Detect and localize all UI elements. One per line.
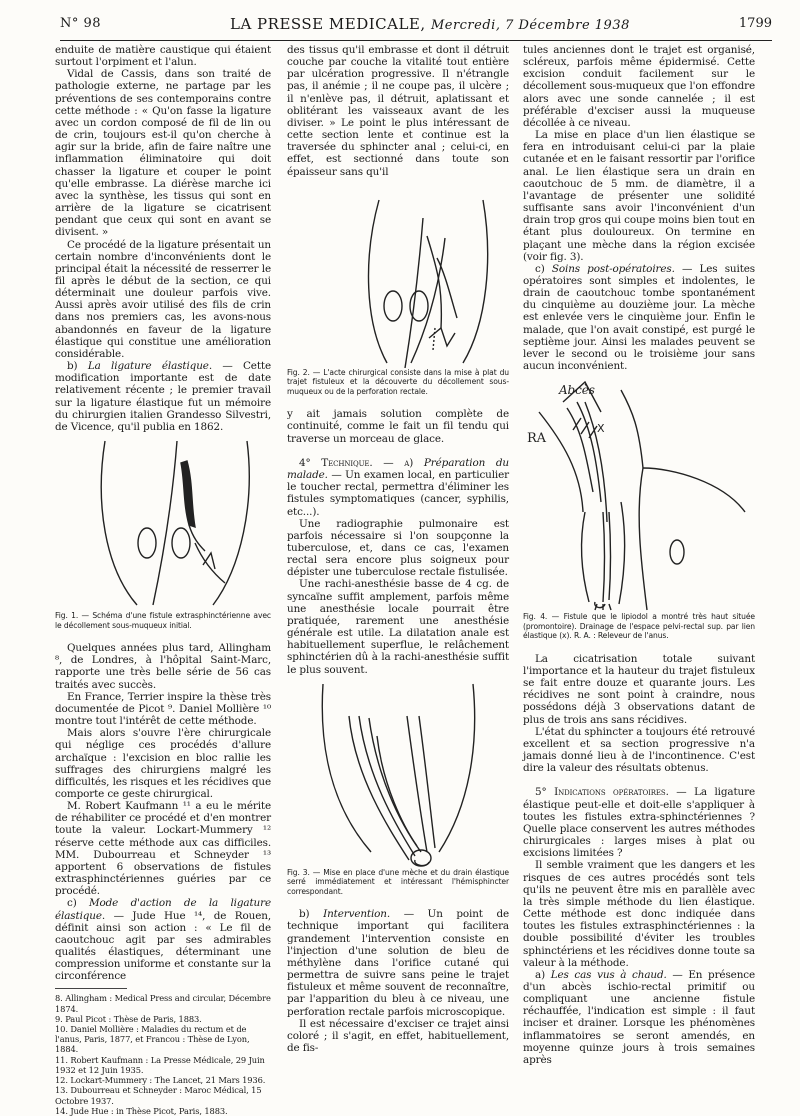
paragraph: c) Mode d'action de la ligature élastique. — Jude Hue ¹⁴, de Rouen, définit ainsi son action : « Le fil de caoutchouc agit par ses admirables qualités élastiques, déterminant une compression uniforme et constante sur la circonférence [55, 897, 271, 983]
footnote: 13. Dubourreau et Schneyder : Maroc Médical, 15 Octobre 1937. [55, 1085, 262, 1106]
section-title: Préparation du malade. [287, 456, 510, 482]
figure-1-caption: Fig. 1. — Schéma d'une fistule extrasphinctérienne avec le décollement sous-muqueux initial. [55, 611, 271, 630]
paragraph: b) La ligature élastique. — Cette modification importante est de date relativement récente ; le premier travail sur la ligature élastique fut un mémoire du chirurgien italien Grandesso Silvestri, de Vicence, qu'il publia en 1862. [55, 360, 271, 433]
journal-name: LA PRESSE MEDICALE, [230, 15, 426, 33]
paragraph: Il semble vraiment que les dangers et les risques de ces autres procédés sont tels qu'ils ne peuvent être mis en parallèle avec la très simple méthode du lien élastique. Cette méthode est donc indiquée dans toutes les fistules extrasphinctériennes : la double possibilité d'éviter les troubles sphinctériens et les récidives donne toute sa valeur à la méthode. [523, 859, 755, 969]
column-3 [523, 44, 755, 1066]
footnote-rule [55, 988, 127, 989]
section-title: La ligature élastique. [87, 360, 212, 373]
paragraph: M. Robert Kaufmann ¹¹ a eu le mérite de réhabiliter ce procédé et d'en montrer toute la valeur. Lockart-Mummery ¹² réserve cette méthode aux cas difficiles. MM. Dubourreau et Schneyder ¹³ apportent 6 observations de fistules extrasphinctériennes guéries par ce procédé. [55, 800, 271, 898]
paragraph: Mais alors s'ouvre l'ère chirurgicale qui néglige ces procédés d'allure archaïque : l'excision en bloc rallie les suffrages des chirurgiens malgré les difficultés, les risques et les récidives que comporte ce geste chirurgical. [55, 727, 271, 800]
footnote: 14. Jude Hue : in Thèse Picot, Paris, 1883. [55, 1105, 228, 1116]
issue-number: N° 98 [60, 16, 102, 31]
paragraph: a) Les cas vus à chaud. — En présence d'un abcès ischio-rectal primitif ou compliquant une ancienne fistule réchauffée, l'indication est simple : il faut inciser et drainer. Lorsque les phénomènes inflammatoires se seront amendés, en moyenne quinze jours à trois semaines après [523, 968, 755, 1066]
figure-2-illustration [287, 178, 509, 368]
paragraph: L'état du sphincter a toujours été retrouvé excellent et sa section progressive n'a jamais donné lieu à de l'incontinence. C'est dire la valeur des résultats obtenus. [523, 725, 755, 775]
figure-3-illustration [287, 676, 509, 868]
paragraph: c) Soins post-opératoires. — Les suites opératoires sont simples et indolentes, le drain de caoutchouc tombe spontanément du cinquième au douzième jour. La mèche est enlevée vers le cinquième jour. Enfin le malade, que l'on avait constipé, est purgé le septième jour. Ainsi les malades peuvent se lever le second ou le troisième jour sans aucun inconvénient. [523, 262, 756, 373]
figure-3-caption: Fig. 3. — Mise en place d'une mèche et du drain élastique serré immédiatement et intéressant l'hémisphincter correspondant. [287, 867, 509, 896]
paragraph: Une rachi-anesthésie basse de 4 cg. de syncaïne suffit amplement, parfois même une anesthésie locale pourrait être pratiquée, rarement une anesthésie générale est utile. La dilatation anale est habituellement superflue, le relâchement sphinctérien dû à la rachi-anesthésie suffit le plus souvent. [287, 578, 509, 676]
footnote: 9. Paul Picot : Thèse de Paris, 1883. [55, 1013, 202, 1024]
figure-4-illustration [523, 372, 755, 612]
section-title: Intervention. [323, 908, 391, 921]
paragraph: Quelques années plus tard, Allingham ⁸, de Londres, à l'hôpital Saint-Marc, rapporte une très belle série de 56 cas traités avec succès. [55, 642, 271, 691]
figure-4-caption: Fig. 4. — Fistule que le lipiodol a montré très haut située (promontoire). Drainage de l'espace pelvi-rectal sup. par lien élastique (x). R. A. : Releveur de l'anus. [523, 612, 755, 641]
figure-2-caption: Fig. 2. — L'acte chirurgical consiste dans la mise à plat du trajet fistuleux et la découverte du décollement sous-muqueux ou de la perforation rectale. [287, 367, 509, 396]
figure-1-illustration [55, 433, 271, 611]
paragraph: En France, Terrier inspire la thèse très documentée de Picot ⁹. Daniel Mollière ¹⁰ montre tout l'intérêt de cette méthode. [55, 690, 271, 728]
paragraph: Une radiographie pulmonaire est parfois nécessaire si l'on soupçonne la tuberculose, et, dans ce cas, l'examen rectal sera encore plus soigneux pour dépister une tuberculose rectale fistulisée. [287, 517, 509, 579]
paragraph: Il est nécessaire d'exciser ce trajet ainsi coloré ; il s'agit, en effet, habituellement, de fis- [287, 1017, 509, 1054]
page-header [60, 4, 772, 41]
paragraph: tules anciennes dont le trajet est organisé, scléreux, parfois même épidermisé. Cette excision conduit facilement sur le décollement sous-muqueux que l'on effondre alors avec une sonde cannelée ; il est préférable d'exciser aussi la muqueuse décollée à ce niveau. [523, 44, 755, 129]
paragraph: Vidal de Cassis, dans son traité de pathologie externe, ne partage par les préventions de ses contemporains contre cette méthode : « Qu'on fasse la ligature avec un cordon composé de fil de lin ou de crin, toujours est-il qu'on cherche à agir sur la bride, afin de faire naître une inflammation éliminatoire qui doit chasser la ligature et couper le point qu'elle embrasse. La diérèse marche ici avec la synthèse, les tissus qui sont en arrière de la ligature se cicatrisent pendant que ceux qui sont en avant se divisent. » [55, 68, 271, 239]
paragraph: La mise en place d'un lien élastique se fera en introduisant celui-ci par la plaie cutanée et en le faisant ressortir par l'orifice anal. Le lien élastique sera un drain en caoutchouc de 5 mm. de diamètre, il a l'avantage de présenter une solidité suffisante sans avoir l'inconvénient d'un drain trop gros qui coupe moins bien tout en étant plus douloureux. On termine en plaçant une mèche dans la région excisée (voir fig. 3). [523, 129, 755, 263]
column-2 [287, 44, 509, 1054]
footnotes [55, 993, 271, 1115]
section-title: Mode d'action de la ligature élastique. [55, 897, 271, 922]
footnote: 11. Robert Kaufmann : La Presse Médicale, 29 Juin 1932 et 12 Juin 1935. [55, 1054, 265, 1075]
paragraph: 4° Technique. — a) Préparation du malade. — Un examen local, en particulier le toucher rectal, permettra d'éliminer les fistules symptomatiques (cancer, syphilis, etc...). [287, 456, 510, 518]
figure-4-label-x: X [597, 422, 605, 436]
paragraph: y ait jamais solution complète de continuité, comme le fait un fil tendu qui traverse un morceau de glace. [287, 408, 509, 445]
footnote: 10. Daniel Mollière : Maladies du rectum et de l'anus, Paris, 1877, et Francou : Thèse de Lyon, 1884. [55, 1024, 250, 1055]
paragraph: enduite de matière caustique qui étaient surtout l'orpiment et l'alun. [55, 44, 271, 69]
figure-4-label-abces: Abcès [559, 383, 595, 398]
paragraph: 5° Indications opératoires. — La ligature élastique peut-elle et doit-elle s'appliquer à toutes les fistules extra-sphinctériennes ? Quelle place conservent les autres méthodes chirurgicales : larges mises à plat ou excisions limitées ? [523, 786, 755, 860]
figure-4-label-ra: RA [527, 431, 546, 447]
section-title: Les cas vus à chaud. [550, 968, 667, 981]
footnote: 12. Lockart-Mummery : The Lancet, 21 Mars 1936. [55, 1075, 266, 1086]
section-title: Soins post-opératoires. [551, 262, 675, 275]
paragraph: des tissus qu'il embrasse et dont il détruit couche par couche la vitalité tout entière par ulcération progressive. Il n'étrangle pas, il anémie ; il ne coupe pas, il ulcère ; il n'enlève pas, il détruit, aplatissant et oblitérant les vaisseaux avant de les diviser. » Le point le plus intéressant de cette section lente et continue est la traversée du sphincter anal ; celui-ci, en effet, est sectionné dans toute son épaisseur sans qu'il [287, 44, 509, 178]
paragraph: Ce procédé de la ligature présentait un certain nombre d'inconvénients dont le principal était la nécessité de resserrer le fil après le début de la section, ce qui déterminait une douleur parfois vive. Aussi après avoir utilisé des fils de crin dans nos premiers cas, les avons-nous abandonnés en faveur de la ligature élastique qui constitue une amélioration considérable. [55, 238, 271, 360]
page-number: 1799 [738, 16, 772, 31]
issue-date: Mercredi, 7 Décembre 1938 [430, 18, 630, 33]
paragraph: b) Intervention. — Un point de technique important qui facilitera grandement l'intervention consiste en l'injection d'une solution de bleu de méthylène dans l'orifice cutané qui permettra de suivre sans peine le trajet fistuleux et même souvent de reconnaître, par l'apparition du bleu à ce niveau, une perforation rectale parfois microscopique. [287, 908, 510, 1018]
section-title: 5° Indications opératoires. [535, 786, 669, 799]
paragraph: La cicatrisation totale suivant l'importance et la hauteur du trajet fistuleux se fait entre douze et quarante jours. Les récidives ne sont point à craindre, nous possédons déjà 3 observations datant de plus de trois ans sans récidives. [523, 652, 755, 726]
journal-title [230, 15, 630, 33]
column-1 [55, 44, 271, 1116]
footnote: 8. Allingham : Medical Press and circular, Décembre 1874. [55, 993, 271, 1014]
